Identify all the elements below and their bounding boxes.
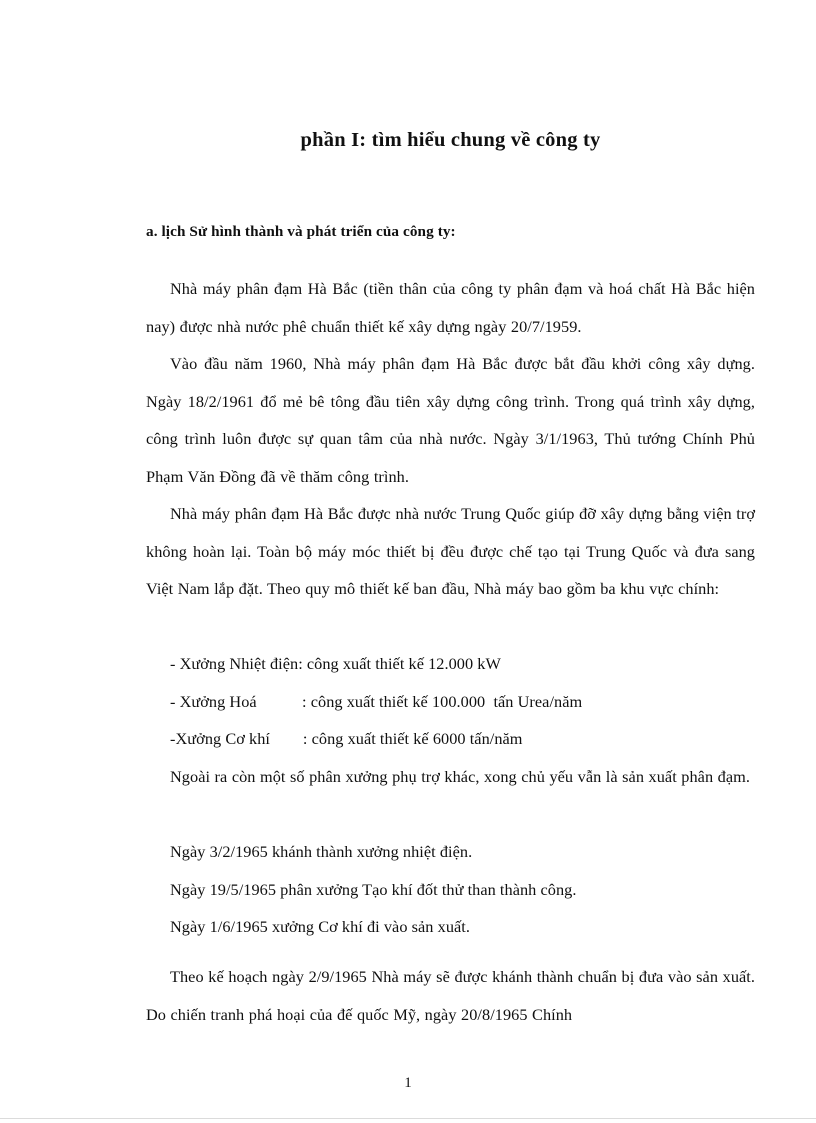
paragraph-group-3 [146,495,755,608]
paragraph-group-2 [146,345,755,495]
paragraph: Theo kế hoạch ngày 2/9/1965 Nhà máy sẽ được khánh thành chuẩn bị đưa vào sản xuất. Do chiến tranh phá hoại của đế quốc Mỹ, ngày 20/8/1965 Chính [146,967,755,1024]
paragraph: Vào đầu năm 1960, Nhà máy phân đạm Hà Bắc được bắt đầu khởi công xây dựng. Ngày 18/2/1961 đổ mẻ bê tông đầu tiên xây dựng công trình. Trong quá trình xây dựng, công trình luôn được sự quan tâm của nhà nước. Ngày 3/1/1963, Thủ tướng Chính Phủ Phạm Văn Đồng đã về thăm công trình. [146,354,755,486]
list-item: - Xưởng Nhiệt điện: công xuất thiết kế 12.000 kW [170,654,501,673]
paragraph-group-5 [146,958,755,1033]
paragraph-group-4 [146,758,755,796]
paragraph: Nhà máy phân đạm Hà Bắc được nhà nước Trung Quốc giúp đỡ xây dựng bằng viện trợ không hoàn lại. Toàn bộ máy móc thiết bị đều được chế tạo tại Trung Quốc và đưa sang Việt Nam lắp đặt. Theo quy mô thiết kế ban đầu, Nhà máy bao gồm ba khu vực chính: [146,504,755,599]
list-item: - Xưởng Hoá : công xuất thiết kế 100.000 tấn Urea/năm [170,691,583,711]
date-line: Ngày 1/6/1965 xưởng Cơ khí đi vào sản xuất. [170,917,470,937]
spec-list [146,645,755,758]
paragraph: Nhà máy phân đạm Hà Bắc (tiền thân của công ty phân đạm và hoá chất Hà Bắc hiện nay) được nhà nước phê chuẩn thiết kế xây dựng ngày 20/7/1959. [146,279,755,336]
page-title: phần I: tìm hiểu chung về công ty [300,129,601,151]
paragraph: Ngoài ra còn một số phân xưởng phụ trợ khác, xong chủ yếu vẫn là sản xuất phân đạm. [170,767,750,786]
date-line: Ngày 3/2/1965 khánh thành xưởng nhiệt điện. [170,842,473,861]
list-item: -Xưởng Cơ khí : công xuất thiết kế 6000 tấn/năm [170,729,523,749]
section-heading: a. lịch Sử hình thành và phát triển của công ty: [146,223,456,240]
page-number: 1 [404,1075,412,1091]
date-line: Ngày 19/5/1965 phân xưởng Tạo khí đốt thử than thành công. [170,879,577,899]
date-line-group [146,833,755,946]
paragraph-group-1 [146,270,755,345]
footer-divider [0,1118,816,1119]
